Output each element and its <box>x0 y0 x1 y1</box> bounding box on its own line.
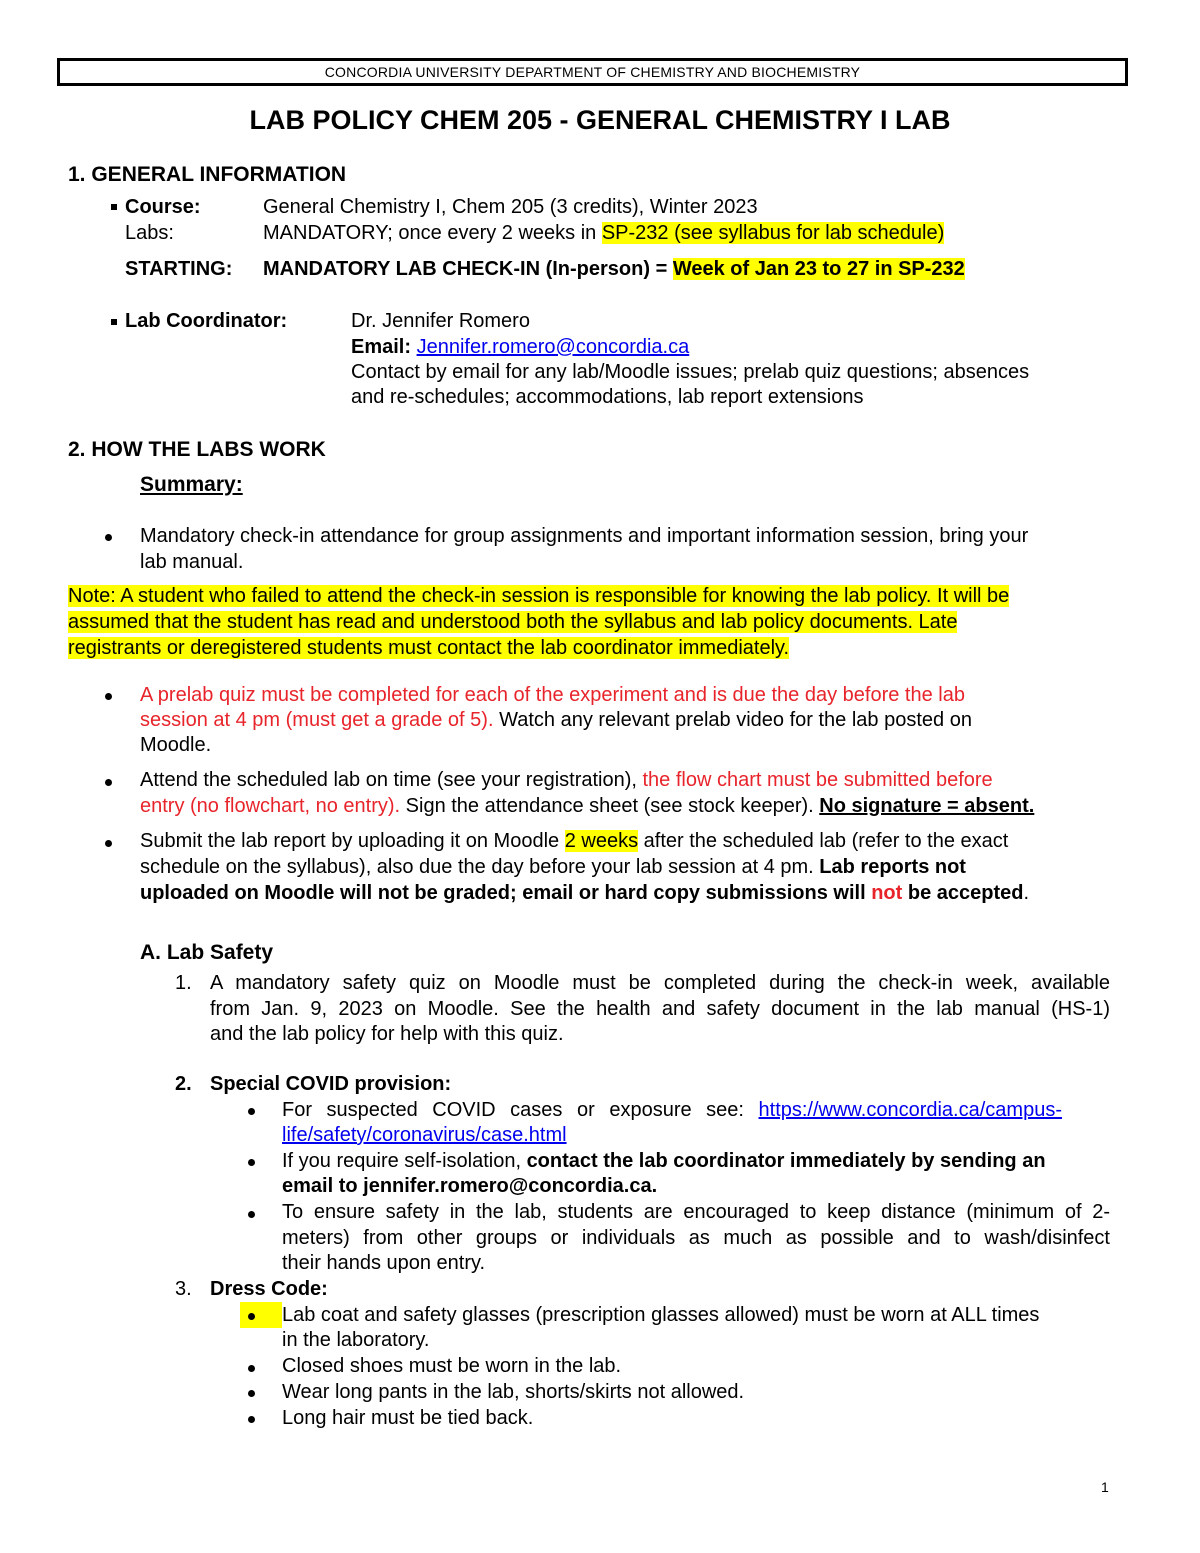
bullet-icon <box>105 534 112 541</box>
coordinator-email-link[interactable]: Jennifer.romero@concordia.ca <box>416 336 690 358</box>
labs-value: MANDATORY; once every 2 weeks in SP-232 (see syllabus for lab schedule) <box>263 222 945 244</box>
covid-bullet-2-line-1: If you require self-isolation, contact the lab coordinator immediately by sending an <box>282 1150 1046 1172</box>
contact-line-1: Contact by email for any lab/Moodle issues; prelab quiz questions; absences <box>351 361 1030 383</box>
square-bullet-icon <box>111 204 117 210</box>
checkin-bullet-line-1: Mandatory check-in attendance for group assignments and important information session, bring your <box>140 525 1029 547</box>
submit-bullet-line-3: uploaded on Moodle will not be graded; email or hard copy submissions will not be accepted. <box>140 882 1030 904</box>
bullet-icon <box>248 1159 255 1166</box>
covid-info-link[interactable]: https://www.concordia.ca/campus- <box>758 1099 1062 1121</box>
section-2-heading: 2. HOW THE LABS WORK <box>68 438 326 461</box>
covid-bullet-3-line-3: their hands upon entry. <box>282 1252 486 1274</box>
bullet-icon <box>105 779 112 786</box>
bullet-icon <box>248 1390 255 1397</box>
covid-info-link-continued[interactable]: life/safety/coronavirus/case.html <box>282 1124 567 1146</box>
coordinator-label: Lab Coordinator: <box>125 310 288 332</box>
dress-bullet-4: Long hair must be tied back. <box>282 1407 534 1429</box>
summary-heading: Summary: <box>140 473 243 496</box>
attend-bullet-line-1: Attend the scheduled lab on time (see your registration), the flow chart must be submitted before <box>140 769 993 791</box>
page-number: 1 <box>1101 1479 1109 1495</box>
coordinator-name: Dr. Jennifer Romero <box>351 310 530 332</box>
bullet-icon <box>105 693 112 700</box>
note-highlight: Note: A student who failed to attend the check-in session is responsible for knowing the lab policy. It will be assumed that the student has read and understood both the syllabus and lab policy documents. Late registrants or deregistered students must contact the lab coordinator immediately. <box>68 585 1010 659</box>
safety-item-1-line-3: and the lab policy for help with this quiz. <box>210 1023 564 1045</box>
contact-line-2: and re-schedules; accommodations, lab report extensions <box>351 386 864 408</box>
labs-label: Labs: <box>125 222 174 244</box>
bullet-icon <box>248 1211 255 1218</box>
submit-bullet-line-1: Submit the lab report by uploading it on Moodle 2 weeks after the scheduled lab (refer to the exact <box>140 830 1009 852</box>
two-weeks-highlight: 2 weeks <box>564 830 639 852</box>
bullet-highlight <box>240 1302 282 1328</box>
attend-bullet-line-2: entry (no flowchart, no entry). Sign the attendance sheet (see stock keeper). No signature = absent. <box>140 795 1035 817</box>
prelab-bullet-line-2: session at 4 pm (must get a grade of 5). Watch any relevant prelab video for the lab posted on <box>140 709 972 731</box>
dress-code-title: Dress Code: <box>210 1278 328 1300</box>
prelab-bullet-line-1: A prelab quiz must be completed for each of the experiment and is due the day before the lab <box>140 684 965 706</box>
safety-item-2-number: 2. <box>175 1073 192 1095</box>
bullet-icon <box>248 1416 255 1423</box>
prelab-bullet-line-3: Moodle. <box>140 734 212 756</box>
safety-item-1-line-1: A mandatory safety quiz on Moodle must be completed during the check-in week, available <box>210 972 1110 994</box>
dress-bullet-2: Closed shoes must be worn in the lab. <box>282 1355 622 1377</box>
course-value: General Chemistry I, Chem 205 (3 credits), Winter 2023 <box>263 196 758 218</box>
covid-bullet-3-line-1: To ensure safety in the lab, students are encouraged to keep distance (minimum of 2- <box>282 1201 1110 1223</box>
bullet-icon <box>105 840 112 847</box>
document-title: LAB POLICY CHEM 205 - GENERAL CHEMISTRY I LAB <box>249 105 951 135</box>
covid-bullet-1-line-1: For suspected COVID cases or exposure see: https://www.concordia.ca/campus- <box>282 1099 1062 1121</box>
submit-bullet-line-2: schedule on the syllabus), also due the day before your lab session at 4 pm. Lab reports not <box>140 856 966 878</box>
starting-label: STARTING: <box>125 258 233 280</box>
checkin-week-highlight: Week of Jan 23 to 27 in SP-232 <box>672 258 965 280</box>
covid-bullet-3-line-2: meters) from other groups or individuals as much as possible and to wash/disinfect <box>282 1227 1110 1249</box>
coordinator-email-line: Email: Jennifer.romero@concordia.ca <box>351 336 690 358</box>
covid-bullet-2-line-2: email to jennifer.romero@concordia.ca. <box>282 1175 658 1197</box>
labs-room-highlight: SP-232 (see syllabus for lab schedule) <box>601 222 945 244</box>
bullet-icon <box>248 1365 255 1372</box>
square-bullet-icon <box>111 319 117 325</box>
dress-bullet-1-line-2: in the laboratory. <box>282 1329 430 1351</box>
bullet-icon <box>248 1108 255 1115</box>
university-header: CONCORDIA UNIVERSITY DEPARTMENT OF CHEMISTRY AND BIOCHEMISTRY <box>57 58 1128 86</box>
safety-item-1-number: 1. <box>175 972 192 994</box>
starting-value: MANDATORY LAB CHECK-IN (In-person) = Week of Jan 23 to 27 in SP-232 <box>263 258 965 280</box>
bullet-icon <box>248 1313 255 1320</box>
course-label: Course: <box>125 196 201 218</box>
dress-bullet-3: Wear long pants in the lab, shorts/skirts not allowed. <box>282 1381 745 1403</box>
lab-safety-heading: A. Lab Safety <box>140 941 274 964</box>
section-1-heading: 1. GENERAL INFORMATION <box>68 163 347 186</box>
safety-item-1-line-2: from Jan. 9, 2023 on Moodle. See the health and safety document in the lab manual (HS-1) <box>210 998 1110 1020</box>
dress-bullet-1-line-1: Lab coat and safety glasses (prescription glasses allowed) must be worn at ALL times <box>282 1304 1040 1326</box>
checkin-bullet-line-2: lab manual. <box>140 551 244 573</box>
safety-item-3-number: 3. <box>175 1278 192 1300</box>
covid-provision-title: Special COVID provision: <box>210 1073 452 1095</box>
